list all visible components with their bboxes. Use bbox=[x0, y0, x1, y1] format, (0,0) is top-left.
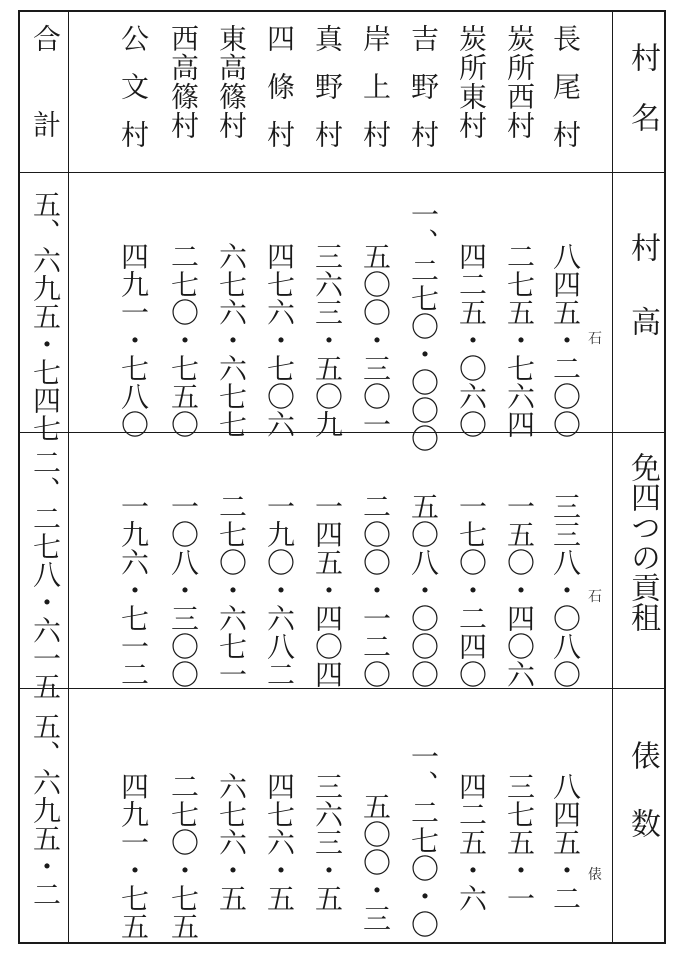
bale-count: 四二五・六 bbox=[455, 772, 488, 912]
village-name: 四條村 bbox=[263, 24, 296, 168]
bale-count: 六七六・五 bbox=[215, 772, 248, 912]
column-mano bbox=[304, 12, 350, 942]
tax-amount: 一五〇・四〇六 bbox=[503, 492, 536, 688]
bale-count: 四九一・七五 bbox=[117, 772, 150, 940]
village-name: 合計 bbox=[29, 24, 62, 196]
unit-koku-tax: 石 bbox=[588, 589, 602, 605]
tax-amount: 一七〇・二四〇 bbox=[455, 492, 488, 688]
tax-amount: 二〇〇・一二〇 bbox=[359, 492, 392, 688]
village-name: 西高篠村 bbox=[167, 24, 200, 140]
column-yoshino bbox=[400, 12, 446, 942]
bale-count: 五〇〇・三 bbox=[359, 792, 392, 932]
village-name: 炭所西村 bbox=[503, 24, 536, 140]
village-name: 長尾村 bbox=[549, 24, 582, 168]
column-shijo bbox=[256, 12, 302, 942]
tax-amount: 三三八・〇八〇 bbox=[549, 492, 582, 688]
column-sumidokoro-higashi bbox=[448, 12, 494, 942]
column-kumon bbox=[110, 12, 156, 942]
village-yield: 二七〇・七五〇 bbox=[167, 242, 200, 438]
village-yield: 八四五・二〇〇 bbox=[549, 242, 582, 438]
tax-table bbox=[18, 10, 666, 944]
bale-count: 三七五・一 bbox=[503, 772, 536, 912]
row-label-bale-count: 俵数 bbox=[625, 740, 660, 876]
bale-count: 五、六九五・二 bbox=[29, 712, 62, 908]
village-name: 岸上村 bbox=[359, 24, 392, 168]
bale-count: 一、二七〇・〇 bbox=[407, 742, 440, 938]
village-yield: 五、六九五・七四七 bbox=[29, 190, 62, 442]
village-yield: 四九一・七八〇 bbox=[117, 242, 150, 438]
column-nagao bbox=[542, 12, 588, 942]
tax-amount: 二、二七八・六一五 bbox=[29, 448, 62, 700]
village-yield: 六七六・六七七 bbox=[215, 242, 248, 438]
tax-amount: 一〇八・三〇〇 bbox=[167, 492, 200, 688]
village-name: 東高篠村 bbox=[215, 24, 248, 140]
row-label-village-yield: 村高 bbox=[625, 232, 660, 380]
bale-count: 八四五・二 bbox=[549, 772, 582, 912]
village-yield: 五〇〇・三〇一 bbox=[359, 242, 392, 438]
column-divider bbox=[68, 12, 69, 942]
unit-bales: 俵 bbox=[588, 867, 602, 883]
column-higashi-takashino bbox=[208, 12, 254, 942]
bale-count: 二七〇・七五 bbox=[167, 772, 200, 940]
bale-count: 三六三・五 bbox=[311, 772, 344, 912]
column-divider bbox=[612, 12, 613, 942]
unit-koku-yield: 石 bbox=[588, 331, 602, 347]
village-name: 公文村 bbox=[117, 24, 150, 168]
village-yield: 四二五・〇六〇 bbox=[455, 242, 488, 438]
tax-amount: 一九〇・六八二 bbox=[263, 492, 296, 688]
village-name: 炭所東村 bbox=[455, 24, 488, 140]
village-name: 真野村 bbox=[311, 24, 344, 168]
tax-amount: 一四五・四〇四 bbox=[311, 492, 344, 688]
village-yield: 三六三・五〇九 bbox=[311, 242, 344, 438]
column-nishi-takashino bbox=[160, 12, 206, 942]
tax-amount: 一九六・七一二 bbox=[117, 492, 150, 688]
tax-amount: 五〇八・〇〇〇 bbox=[407, 492, 440, 688]
bale-count: 四七六・五 bbox=[263, 772, 296, 912]
column-kishigami bbox=[352, 12, 398, 942]
village-yield: 一、二七〇・〇〇〇 bbox=[407, 200, 440, 452]
row-label-village-name: 村名 bbox=[625, 42, 660, 162]
column-sumidokoro-nishi bbox=[496, 12, 542, 942]
village-yield: 四七六・七〇六 bbox=[263, 242, 296, 438]
village-name: 吉野村 bbox=[407, 24, 440, 168]
village-yield: 二七五・七六四 bbox=[503, 242, 536, 438]
column-total bbox=[22, 12, 68, 942]
row-label-tax-exemption: 免四つの貢租 bbox=[625, 452, 660, 632]
tax-amount: 二七〇・六七一 bbox=[215, 492, 248, 688]
